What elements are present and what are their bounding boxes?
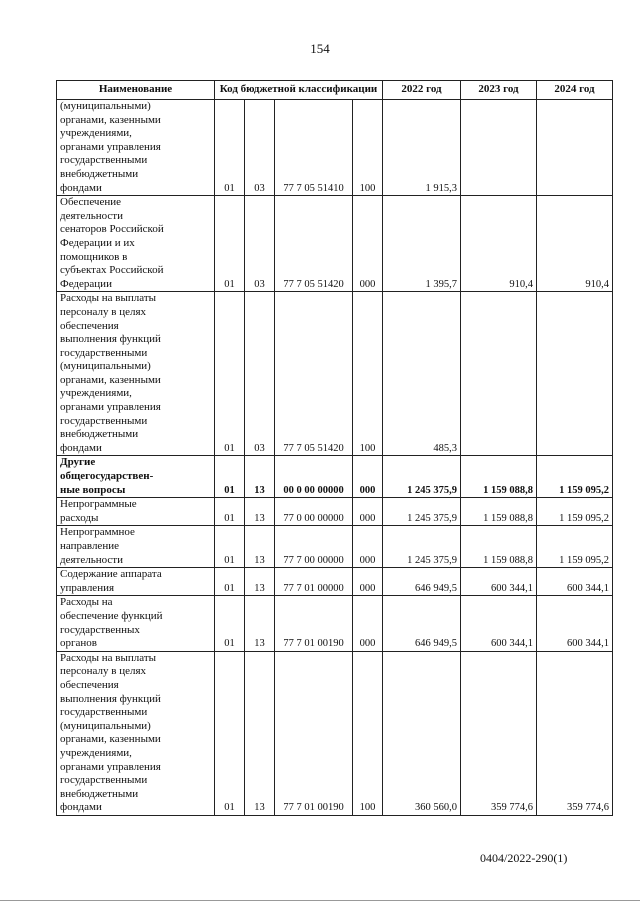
code-target: 77 7 01 00190 (275, 651, 353, 815)
code-expense-type: 100 (353, 292, 383, 456)
row-name: (муниципальными) органами, казенными учреждениями, органами управления государственными внебюджетными фондами (57, 100, 215, 196)
row-name: Другие общегосударствен- ные вопросы (57, 456, 215, 498)
code-section: 01 (215, 596, 245, 651)
amount-2022: 646 949,5 (383, 568, 461, 596)
amount-2022: 485,3 (383, 292, 461, 456)
amount-2024: 600 344,1 (537, 568, 613, 596)
code-target: 77 7 05 51420 (275, 292, 353, 456)
row-name: Непрограммные расходы (57, 498, 215, 526)
header-2022: 2022 год (383, 81, 461, 100)
page-number: 154 (310, 41, 330, 56)
code-expense-type: 000 (353, 526, 383, 568)
row-name: Расходы на выплаты персоналу в целях обеспечения выполнения функций государственными (муниципальными) органами, казенными учреждениями, органами управления государственными внебюджетными фондами (57, 651, 215, 815)
code-section: 01 (215, 292, 245, 456)
amount-2023 (461, 100, 537, 196)
table-row (57, 292, 613, 456)
code-target: 77 7 01 00190 (275, 596, 353, 651)
code-subsection: 03 (245, 196, 275, 292)
code-expense-type: 000 (353, 456, 383, 498)
table-body (57, 100, 613, 816)
amount-2024: 1 159 095,2 (537, 526, 613, 568)
amount-2024 (537, 100, 613, 196)
code-subsection: 03 (245, 100, 275, 196)
row-name: Непрограммное направление деятельности (57, 526, 215, 568)
amount-2024: 910,4 (537, 196, 613, 292)
table-row (57, 651, 613, 815)
table-row (57, 568, 613, 596)
code-section: 01 (215, 196, 245, 292)
table-row (57, 456, 613, 498)
amount-2022: 1 245 375,9 (383, 498, 461, 526)
amount-2022: 1 395,7 (383, 196, 461, 292)
code-target: 77 7 00 00000 (275, 526, 353, 568)
amount-2023: 359 774,6 (461, 651, 537, 815)
code-expense-type: 000 (353, 196, 383, 292)
code-expense-type: 000 (353, 596, 383, 651)
amount-2022: 1 915,3 (383, 100, 461, 196)
table-row (57, 196, 613, 292)
header-code: Код бюджетной классификации (215, 81, 383, 100)
table-header-row (57, 81, 613, 100)
code-expense-type: 000 (353, 568, 383, 596)
document-code: 0404/2022-290(1) (480, 851, 568, 865)
code-target: 77 7 01 00000 (275, 568, 353, 596)
code-subsection: 13 (245, 651, 275, 815)
header-2023: 2023 год (461, 81, 537, 100)
code-section: 01 (215, 526, 245, 568)
table-row (57, 100, 613, 196)
code-subsection: 13 (245, 596, 275, 651)
amount-2023: 600 344,1 (461, 568, 537, 596)
amount-2024: 1 159 095,2 (537, 456, 613, 498)
table-row (57, 498, 613, 526)
amount-2022: 1 245 375,9 (383, 526, 461, 568)
code-expense-type: 100 (353, 100, 383, 196)
amount-2023: 600 344,1 (461, 596, 537, 651)
table-row (57, 526, 613, 568)
code-expense-type: 100 (353, 651, 383, 815)
amount-2024: 600 344,1 (537, 596, 613, 651)
row-name: Обеспечение деятельности сенаторов Российской Федерации и их помощников в субъектах Российской Федерации (57, 196, 215, 292)
row-name: Содержание аппарата управления (57, 568, 215, 596)
code-subsection: 13 (245, 456, 275, 498)
row-name: Расходы на выплаты персоналу в целях обеспечения выполнения функций государственными (муниципальными) органами, казенными учреждениями, органами управления государственными внебюджетными фондами (57, 292, 215, 456)
table-row (57, 596, 613, 651)
bottom-rule (0, 900, 640, 901)
amount-2024: 1 159 095,2 (537, 498, 613, 526)
code-subsection: 13 (245, 526, 275, 568)
amount-2024 (537, 292, 613, 456)
budget-table (56, 80, 613, 816)
amount-2023: 1 159 088,8 (461, 498, 537, 526)
amount-2023: 1 159 088,8 (461, 456, 537, 498)
code-section: 01 (215, 100, 245, 196)
amount-2023: 1 159 088,8 (461, 526, 537, 568)
code-target: 77 0 00 00000 (275, 498, 353, 526)
code-target: 77 7 05 51420 (275, 196, 353, 292)
code-section: 01 (215, 456, 245, 498)
amount-2022: 360 560,0 (383, 651, 461, 815)
code-section: 01 (215, 651, 245, 815)
code-section: 01 (215, 568, 245, 596)
amount-2023: 910,4 (461, 196, 537, 292)
row-name: Расходы на обеспечение функций государственных органов (57, 596, 215, 651)
code-target: 77 7 05 51410 (275, 100, 353, 196)
code-subsection: 03 (245, 292, 275, 456)
amount-2022: 646 949,5 (383, 596, 461, 651)
code-subsection: 13 (245, 568, 275, 596)
amount-2024: 359 774,6 (537, 651, 613, 815)
amount-2022: 1 245 375,9 (383, 456, 461, 498)
code-section: 01 (215, 498, 245, 526)
code-expense-type: 000 (353, 498, 383, 526)
amount-2023 (461, 292, 537, 456)
code-subsection: 13 (245, 498, 275, 526)
code-target: 00 0 00 00000 (275, 456, 353, 498)
header-2024: 2024 год (537, 81, 613, 100)
header-name: Наименование (57, 81, 215, 100)
